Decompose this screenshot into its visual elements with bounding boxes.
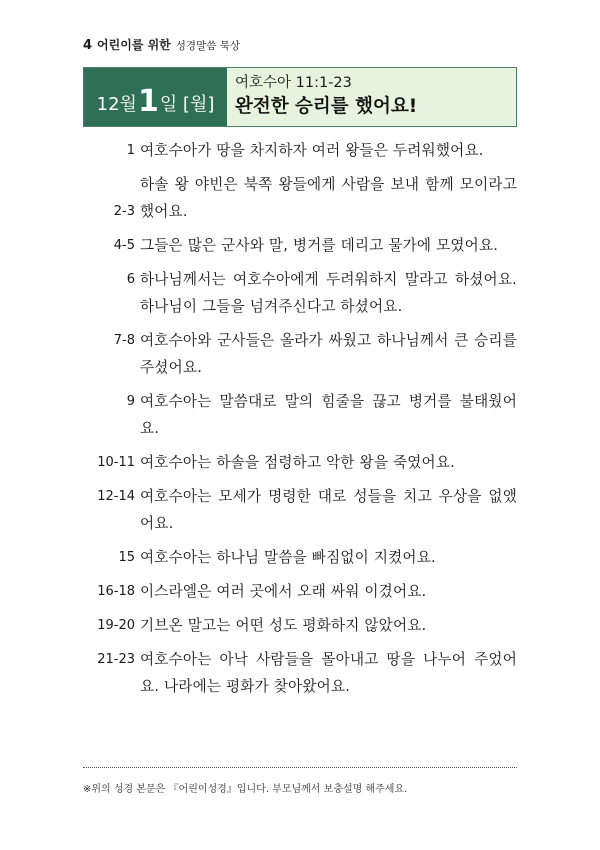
page-number: 4 [83, 38, 93, 53]
verse-text: 여호수아는 하나님 말씀을 빠짐없이 지켰어요. [140, 549, 436, 566]
verse-number: 19-20 [97, 618, 135, 633]
verse-number: 6 [126, 272, 135, 287]
verse-text: 여호수아는 모세가 명령한 대로 성들을 치고 우상을 없앴어요. [140, 488, 517, 532]
book-title: 어린이를 위한 [97, 38, 171, 52]
title-box [83, 67, 517, 127]
footnote-divider [83, 767, 517, 768]
running-header [83, 36, 240, 53]
passage-title: 완전한 승리를 했어요! [235, 96, 418, 117]
verse-row [83, 544, 517, 571]
verse-text: 하나님께서는 여호수아에게 두려워하지 말라고 하셨어요. 하나님이 그들을 넘겨주신다고 하셨어요. [140, 271, 517, 315]
verse-row [83, 578, 517, 605]
verse-row [83, 612, 517, 639]
verse-number: 9 [126, 394, 135, 409]
verse-number: 12-14 [97, 489, 135, 504]
date-cell [84, 68, 227, 126]
verse-text: 여호수아와 군사들은 올라가 싸웠고 하나님께서 큰 승리를 주셨어요. [140, 332, 517, 376]
verse-row [83, 483, 517, 537]
date-day: 1 [137, 84, 159, 119]
date-month: 12월 [96, 94, 137, 115]
verse-row [83, 232, 517, 259]
verse-row [83, 646, 517, 700]
verse-row [83, 171, 517, 225]
verse-text: 기브온 말고는 어떤 성도 평화하지 않았어요. [140, 617, 427, 634]
verse-number: 1 [126, 143, 135, 158]
book-subtitle: 성경말씀 묵상 [175, 40, 240, 52]
scripture-reference: 여호수아 11:1-23 [235, 75, 352, 91]
verse-text: 이스라엘은 여러 곳에서 오래 싸워 이겼어요. [140, 583, 427, 600]
verse-number: 15 [118, 550, 135, 565]
verse-row [83, 449, 517, 476]
verse-text: 여호수아는 하솔을 점령하고 악한 왕을 죽였어요. [140, 454, 455, 471]
footnote: ※위의 성경 본문은 『어린이성경』입니다. 부모님께서 보충설명 해주세요. [83, 784, 408, 795]
verse-number: 21-23 [97, 652, 135, 667]
verse-text: 여호수아는 말씀대로 말의 힘줄을 끊고 병거를 불태웠어요. [140, 393, 517, 437]
verse-number: 7-8 [113, 333, 135, 348]
reference-cell [227, 68, 516, 126]
verse-number: 2-3 [113, 204, 135, 219]
verse-row [83, 388, 517, 442]
verse-text: 여호수아가 땅을 차지하자 여러 왕들은 두려워했어요. [140, 142, 484, 159]
verse-text: 여호수아는 아낙 사람들을 몰아내고 땅을 나누어 주었어요. 나라에는 평화가 찾아왔어요. [140, 651, 517, 695]
verse-number: 10-11 [97, 455, 135, 470]
verse-row [83, 266, 517, 320]
verse-list [83, 137, 517, 707]
date-day-suffix: 일 [월] [159, 94, 215, 115]
verse-number: 4-5 [113, 238, 135, 253]
verse-row [83, 327, 517, 381]
verse-number: 16-18 [97, 584, 135, 599]
verse-text: 하솔 왕 야빈은 북쪽 왕들에게 사람을 보내 함께 모이라고 했어요. [140, 176, 517, 220]
verse-row [83, 137, 517, 164]
verse-text: 그들은 많은 군사와 말, 병거를 데리고 물가에 모였어요. [140, 237, 499, 254]
